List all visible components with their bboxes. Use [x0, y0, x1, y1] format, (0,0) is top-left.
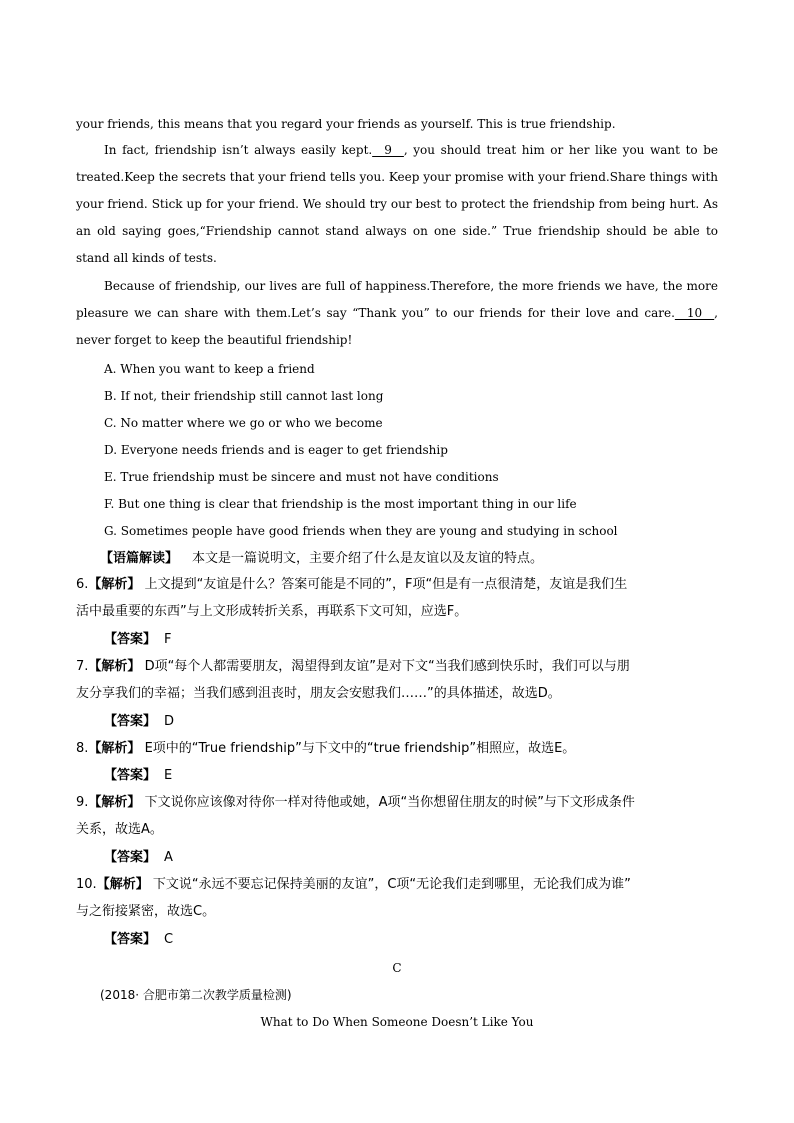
analysis-7-line-1 — [76, 658, 630, 676]
option-c: C. No matter where we go or who we become — [104, 416, 383, 430]
analysis-tag: 【解析】 — [88, 741, 141, 756]
analysis-number: 8. — [76, 741, 89, 756]
option-f: F. But one thing is clear that friendship is the most important thing in our life — [104, 497, 577, 511]
analysis-tag: 【解析】 — [88, 795, 141, 810]
answer-value: D — [164, 714, 175, 729]
answer-10 — [104, 931, 173, 949]
analysis-number: 10. — [76, 877, 97, 892]
passage-paragraph-2 — [76, 273, 718, 354]
answer-7 — [104, 713, 174, 731]
blank-9: __9__ — [372, 143, 404, 157]
answer-tag: 【答案】 — [104, 768, 157, 783]
option-e: E. True friendship must be sincere and must not have conditions — [104, 470, 499, 484]
analysis-text: 下文说你应该像对待你一样对待他或她，A项“当你想留住朋友的时候”与下文形成条件 — [144, 795, 635, 810]
analysis-9-line-2: 关系，故选A。 — [76, 822, 163, 837]
option-b: B. If not, their friendship still cannot last long — [104, 389, 384, 403]
passage-paragraph-1 — [76, 137, 718, 272]
analysis-9-line-1 — [76, 794, 635, 812]
blank-10: __10__ — [674, 306, 715, 320]
answer-value: C — [164, 932, 174, 947]
option-g: G. Sometimes people have good friends when they are young and studying in school — [104, 524, 618, 538]
answer-tag: 【答案】 — [104, 714, 157, 729]
passage-line-0: your friends, this means that you regard your friends as yourself. This is true friendship. — [76, 117, 616, 131]
analysis-number: 9. — [76, 795, 89, 810]
analysis-tag: 【解析】 — [88, 577, 141, 592]
reading-tag: 【语篇解读】 — [100, 551, 179, 566]
analysis-tag: 【解析】 — [96, 877, 149, 892]
analysis-10-line-1 — [76, 876, 631, 894]
answer-9 — [104, 849, 173, 867]
analysis-text: 下文说“永远不要忘记保持美丽的友谊”，C项“无论我们走到哪里，无论我们成为谁” — [152, 877, 631, 892]
option-d: D. Everyone needs friends and is eager to get friendship — [104, 443, 448, 457]
passage-text: In fact, friendship isn’t always easily kept. — [104, 143, 373, 157]
passage-text: Because of friendship, our lives are full of happiness.Therefore, the more friends we have, the more pleasure we can share with them.Let’s say “Thank you” to our friends for their love and care. — [76, 279, 718, 320]
option-a: A. When you want to keep a friend — [104, 362, 315, 376]
answer-tag: 【答案】 — [104, 850, 157, 865]
analysis-8-line-1 — [76, 740, 575, 758]
reading-summary — [100, 550, 543, 568]
answer-tag: 【答案】 — [104, 632, 157, 647]
answer-tag: 【答案】 — [104, 932, 157, 947]
section-letter: C — [392, 961, 402, 975]
answer-8 — [104, 767, 172, 785]
analysis-10-line-2: 与之衔接紧密，故选C。 — [76, 904, 216, 919]
analysis-text: E项中的“True friendship”与下文中的“true friendship”相照应，故选E。 — [144, 741, 576, 756]
analysis-number: 7. — [76, 659, 89, 674]
section-source: (2018· 合肥市第二次教学质量检测) — [100, 988, 292, 1002]
answer-value: F — [164, 632, 172, 647]
passage-text: , never forget to keep the beautiful friendship! — [76, 306, 718, 347]
analysis-text: D项“每个人都需要朋友，渴望得到友谊”是对下文“当我们感到快乐时，我们可以与朋 — [144, 659, 630, 674]
reading-text: 本文是一篇说明文，主要介绍了什么是友谊以及友谊的特点。 — [192, 551, 544, 566]
analysis-text: 上文提到“友谊是什么？答案可能是不同的”，F项“但是有一点很清楚，友谊是我们生 — [144, 577, 628, 592]
answer-value: E — [164, 768, 173, 783]
analysis-number: 6. — [76, 577, 89, 592]
article-title: What to Do When Someone Doesn’t Like You — [260, 1015, 534, 1029]
answer-6 — [104, 631, 172, 649]
analysis-7-line-2: 友分享我们的幸福；当我们感到沮丧时，朋友会安慰我们……”的具体描述，故选D。 — [76, 686, 561, 701]
passage-text: , you should treat him or her like you want to be treated.Keep the secrets that your friend tells you. Keep your promise with your friend.Share things with your friend. Stick up for your friend. We should try our best to protect the friendship from being hurt. As an old saying goes,“Friendship cannot stand always on one side.” True friendship should be able to stand all kinds of tests. — [76, 143, 718, 265]
analysis-6-line-1 — [76, 576, 627, 594]
analysis-tag: 【解析】 — [88, 659, 141, 674]
analysis-6-line-2: 活中最重要的东西”与上文形成转折关系，再联系下文可知，应选F。 — [76, 604, 468, 619]
answer-value: A — [164, 850, 173, 865]
